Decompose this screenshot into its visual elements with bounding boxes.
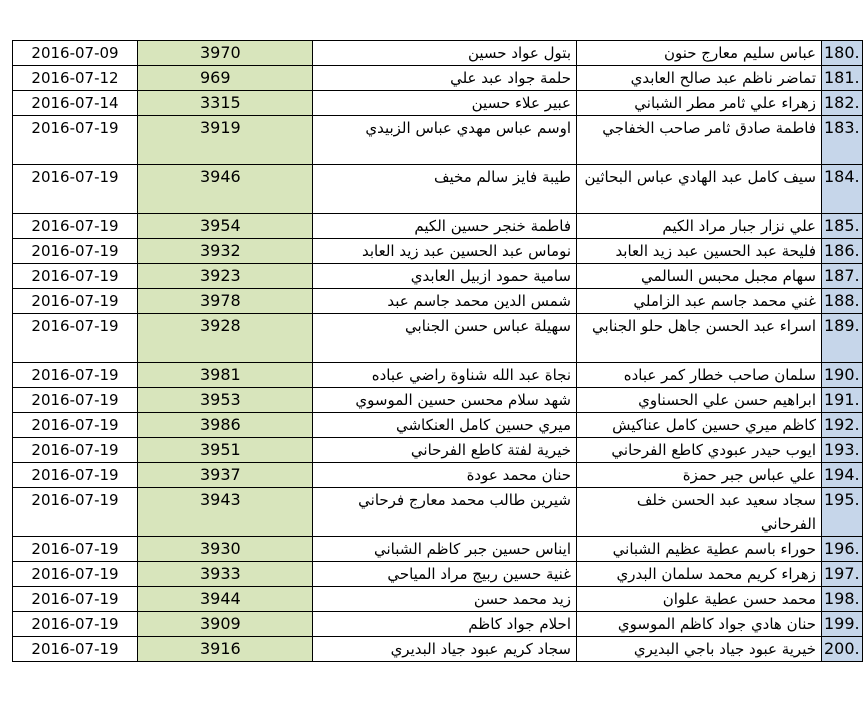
second-name-cell: نجاة عبد الله شناوة راضي عباده [313, 363, 577, 388]
table-row [13, 363, 863, 388]
row-number-cell: 183. [822, 116, 863, 165]
row-number-cell: 200. [822, 637, 863, 662]
date-cell: 2016-07-19 [13, 537, 138, 562]
code-cell: 3951 [138, 438, 313, 463]
table-row [13, 388, 863, 413]
code-cell: 3937 [138, 463, 313, 488]
row-number-cell: 190. [822, 363, 863, 388]
code-cell: 3953 [138, 388, 313, 413]
row-number-cell: 197. [822, 562, 863, 587]
date-cell: 2016-07-19 [13, 116, 138, 165]
code-cell: 3919 [138, 116, 313, 165]
first-name-cell: ايوب حيدر عبودي كاطع الفرحاني [577, 438, 822, 463]
code-cell: 3943 [138, 488, 313, 537]
date-cell: 2016-07-19 [13, 587, 138, 612]
row-number-cell: 199. [822, 612, 863, 637]
date-cell: 2016-07-19 [13, 463, 138, 488]
date-cell: 2016-07-12 [13, 66, 138, 91]
table-row [13, 314, 863, 363]
table-row [13, 463, 863, 488]
table-row [13, 438, 863, 463]
table-row [13, 612, 863, 637]
code-cell: 3944 [138, 587, 313, 612]
code-cell: 3981 [138, 363, 313, 388]
first-name-cell: حنان هادي جواد كاظم الموسوي [577, 612, 822, 637]
second-name-cell: زيد محمد حسن [313, 587, 577, 612]
second-name-cell: سامية حمود ازبيل العابدي [313, 264, 577, 289]
row-number-cell: 180. [822, 41, 863, 66]
code-cell: 3928 [138, 314, 313, 363]
date-cell: 2016-07-19 [13, 314, 138, 363]
date-cell: 2016-07-09 [13, 41, 138, 66]
row-number-cell: 193. [822, 438, 863, 463]
first-name-cell: عباس سليم معارج حنون [577, 41, 822, 66]
first-name-cell: علي عباس جبر حمزة [577, 463, 822, 488]
date-cell: 2016-07-19 [13, 488, 138, 537]
table-row [13, 637, 863, 662]
code-cell: 969 [138, 66, 313, 91]
row-number-cell: 194. [822, 463, 863, 488]
table-row [13, 562, 863, 587]
code-cell: 3930 [138, 537, 313, 562]
first-name-cell: زهراء كريم محمد سلمان البدري [577, 562, 822, 587]
first-name-cell: فاطمة صادق ثامر صاحب الخفاجي [577, 116, 822, 165]
second-name-cell: ايناس حسين جبر كاظم الشباني [313, 537, 577, 562]
table-row [13, 91, 863, 116]
code-cell: 3916 [138, 637, 313, 662]
table-row [13, 66, 863, 91]
row-number-cell: 196. [822, 537, 863, 562]
date-cell: 2016-07-19 [13, 413, 138, 438]
second-name-cell: شيرين طالب محمد معارج فرحاني [313, 488, 577, 537]
code-cell: 3954 [138, 214, 313, 239]
date-cell: 2016-07-19 [13, 214, 138, 239]
row-number-cell: 198. [822, 587, 863, 612]
second-name-cell: نوماس عبد الحسين عبد زيد العابد [313, 239, 577, 264]
code-cell: 3946 [138, 165, 313, 214]
second-name-cell: سهيلة عباس حسن الجنابي [313, 314, 577, 363]
table-row [13, 289, 863, 314]
date-cell: 2016-07-19 [13, 438, 138, 463]
first-name-cell: غني محمد جاسم عبد الزاملي [577, 289, 822, 314]
second-name-cell: ميري حسين كامل العنكاشي [313, 413, 577, 438]
table-row [13, 537, 863, 562]
first-name-cell: سيف كامل عبد الهادي عباس البحاثين [577, 165, 822, 214]
table-row [13, 413, 863, 438]
first-name-cell: سهام مجبل محبس السالمي [577, 264, 822, 289]
second-name-cell: شهد سلام محسن حسين الموسوي [313, 388, 577, 413]
date-cell: 2016-07-19 [13, 239, 138, 264]
table-row [13, 264, 863, 289]
date-cell: 2016-07-19 [13, 388, 138, 413]
row-number-cell: 187. [822, 264, 863, 289]
first-name-cell: محمد حسن عطية علوان [577, 587, 822, 612]
first-name-cell: علي نزار جبار مراد الكيم [577, 214, 822, 239]
row-number-cell: 195. [822, 488, 863, 537]
second-name-cell: فاطمة خنجر حسين الكيم [313, 214, 577, 239]
row-number-cell: 186. [822, 239, 863, 264]
records-table [12, 40, 863, 662]
first-name-cell: زهراء علي ثامر مطر الشباني [577, 91, 822, 116]
second-name-cell: شمس الدين محمد جاسم عبد [313, 289, 577, 314]
first-name-cell: ابراهيم حسن علي الحسناوي [577, 388, 822, 413]
second-name-cell: بتول عواد حسين [313, 41, 577, 66]
table-row [13, 488, 863, 537]
second-name-cell: خيرية لفتة كاطع الفرحاني [313, 438, 577, 463]
code-cell: 3315 [138, 91, 313, 116]
date-cell: 2016-07-19 [13, 363, 138, 388]
date-cell: 2016-07-19 [13, 612, 138, 637]
row-number-cell: 192. [822, 413, 863, 438]
code-cell: 3970 [138, 41, 313, 66]
date-cell: 2016-07-19 [13, 165, 138, 214]
code-cell: 3986 [138, 413, 313, 438]
second-name-cell: غنية حسين ربيج مراد المياحي [313, 562, 577, 587]
first-name-cell: سلمان صاحب خطار كمر عباده [577, 363, 822, 388]
second-name-cell: اوسم عباس مهدي عباس الزبيدي [313, 116, 577, 165]
first-name-cell: كاظم ميري حسين كامل عناكيش [577, 413, 822, 438]
first-name-cell: سجاد سعيد عبد الحسن خلف الفرحاني [577, 488, 822, 537]
table-row [13, 165, 863, 214]
second-name-cell: احلام جواد كاظم [313, 612, 577, 637]
table-row [13, 41, 863, 66]
table-row [13, 587, 863, 612]
code-cell: 3978 [138, 289, 313, 314]
table-row [13, 239, 863, 264]
row-number-cell: 181. [822, 66, 863, 91]
date-cell: 2016-07-14 [13, 91, 138, 116]
second-name-cell: حنان محمد عودة [313, 463, 577, 488]
first-name-cell: فليحة عبد الحسين عبد زيد العابد [577, 239, 822, 264]
first-name-cell: حوراء باسم عطية عظيم الشباني [577, 537, 822, 562]
table-row [13, 116, 863, 165]
code-cell: 3933 [138, 562, 313, 587]
second-name-cell: سجاد كريم عبود جياد البديري [313, 637, 577, 662]
date-cell: 2016-07-19 [13, 264, 138, 289]
first-name-cell: اسراء عبد الحسن جاهل حلو الجنابي [577, 314, 822, 363]
first-name-cell: خيرية عبود جياد باجي البديري [577, 637, 822, 662]
second-name-cell: حلمة جواد عبد علي [313, 66, 577, 91]
code-cell: 3932 [138, 239, 313, 264]
first-name-cell: تماضر ناظم عبد صالح العابدي [577, 66, 822, 91]
table-row [13, 214, 863, 239]
date-cell: 2016-07-19 [13, 562, 138, 587]
row-number-cell: 189. [822, 314, 863, 363]
row-number-cell: 184. [822, 165, 863, 214]
code-cell: 3923 [138, 264, 313, 289]
code-cell: 3909 [138, 612, 313, 637]
row-number-cell: 188. [822, 289, 863, 314]
second-name-cell: عبير علاء حسين [313, 91, 577, 116]
second-name-cell: طيبة فايز سالم مخيف [313, 165, 577, 214]
row-number-cell: 191. [822, 388, 863, 413]
row-number-cell: 182. [822, 91, 863, 116]
row-number-cell: 185. [822, 214, 863, 239]
date-cell: 2016-07-19 [13, 289, 138, 314]
date-cell: 2016-07-19 [13, 637, 138, 662]
